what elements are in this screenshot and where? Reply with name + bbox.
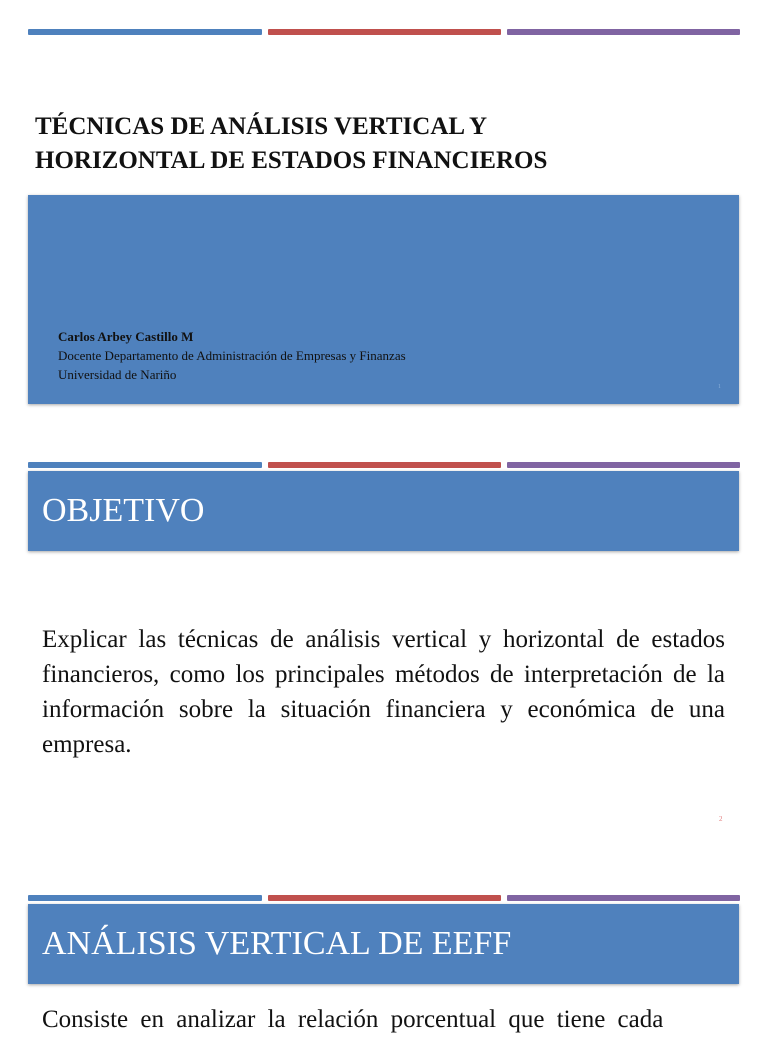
accent-bar-blue xyxy=(28,29,262,35)
slide3-body-text: Consiste en analizar la relación porcentual que tiene cada xyxy=(42,1006,664,1033)
author-role: Docente Departamento de Administración de Empresas y Finanzas xyxy=(58,348,406,363)
accent-bar-purple xyxy=(507,462,740,468)
slide1-title xyxy=(35,110,735,178)
accent-bar-blue xyxy=(28,462,262,468)
slide1-author-panel xyxy=(28,195,739,404)
slide2-page-number: 2 xyxy=(719,815,723,823)
slide1-title-line1: TÉCNICAS DE ANÁLISIS VERTICAL Y xyxy=(35,113,488,140)
slide2-accent-bars xyxy=(28,462,740,468)
slide1-title-line2: HORIZONTAL DE ESTADOS FINANCIEROS xyxy=(35,147,548,174)
accent-bar-blue xyxy=(28,895,262,901)
slide3-heading: ANÁLISIS VERTICAL DE EEFF xyxy=(42,925,512,962)
accent-bar-red xyxy=(268,29,501,35)
slide2-heading: OBJETIVO xyxy=(42,492,205,529)
accent-bar-red xyxy=(268,895,501,901)
accent-bar-red xyxy=(268,462,501,468)
slide2-heading-panel xyxy=(28,471,739,551)
accent-bar-purple xyxy=(507,29,740,35)
accent-bar-purple xyxy=(507,895,740,901)
author-name: Carlos Arbey Castillo M xyxy=(58,329,194,344)
slide1-page-number: 1 xyxy=(718,384,721,390)
slide3-heading-panel xyxy=(28,904,739,984)
slide2-body-text: Explicar las técnicas de análisis vertical y horizontal de estados financieros, como los principales métodos de interpretación de la información sobre la situación financiera y económica de una empresa. xyxy=(42,626,725,758)
author-university: Universidad de Nariño xyxy=(58,367,177,382)
author-info xyxy=(58,327,406,384)
slide1-accent-bars xyxy=(28,29,740,35)
slide3-accent-bars xyxy=(28,895,740,901)
